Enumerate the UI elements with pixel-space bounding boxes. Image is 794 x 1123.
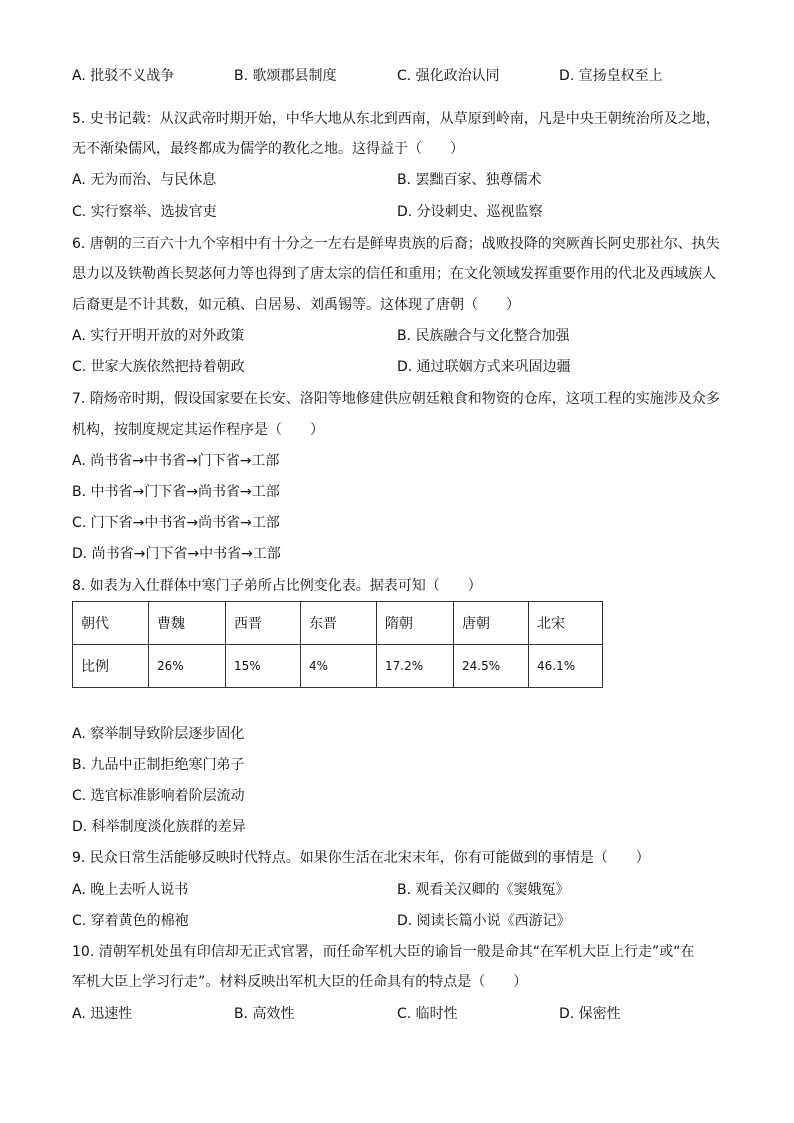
q8-header-cell: 北宋 <box>529 602 603 645</box>
q7-option-c: C. 门下省→中书省→尚书省→工部 <box>72 515 280 531</box>
q8-option-c: C. 选官标准影响着阶层流动 <box>72 788 245 804</box>
q7-stem-line-2: 机构，按制度规定其运作程序是（ ） <box>72 422 324 438</box>
q9-options-row-1 <box>72 880 732 900</box>
q6-option-b: B. 民族融合与文化整合加强 <box>397 328 570 344</box>
q8-option-b: B. 九品中正制拒绝寒门弟子 <box>72 757 245 773</box>
q10-option-a: A. 迅速性 <box>72 1006 133 1022</box>
q9-option-d: D. 阅读长篇小说《西游记》 <box>397 913 571 929</box>
q8-header-cell: 曹魏 <box>149 602 226 645</box>
q6-stem-line-3: 后裔更是不计其数，如元稹、白居易、刘禹锡等。这体现了唐朝（ ） <box>72 297 520 313</box>
q10-option-c: C. 临时性 <box>397 1006 458 1022</box>
q6-stem-line-1: 6. 唐朝的三百六十九个宰相中有十分之一左右是鲜卑贵族的后裔；战败投降的突厥酋长阿史那社尔、执失 <box>72 236 720 252</box>
q8-value-cell: 15% <box>226 645 301 688</box>
q5-options-row-2 <box>72 202 732 222</box>
q9-stem: 9. 民众日常生活能够反映时代特点。如果你生活在北宋末年，你有可能做到的事情是（ ） <box>72 850 650 866</box>
q8-table-value-row <box>73 645 603 688</box>
q9-option-b: B. 观看关汉卿的《窦娥冤》 <box>397 882 570 898</box>
q7-stem-line-1: 7. 隋炀帝时期，假设国家要在长安、洛阳等地修建供应朝廷粮食和物资的仓库，这项工程的实施涉及众多 <box>72 391 720 407</box>
q8-option-d: D. 科举制度淡化族群的差异 <box>72 819 246 835</box>
q10-options <box>72 1004 732 1024</box>
q4-option-d: D. 宣扬皇权至上 <box>559 68 663 84</box>
q4-options <box>72 66 732 86</box>
q7-option-a: A. 尚书省→中书省→门下省→工部 <box>72 453 280 469</box>
q9-option-a: A. 晚上去听人说书 <box>72 882 189 898</box>
q5-options-row-1 <box>72 170 732 190</box>
q8-value-cell: 4% <box>301 645 377 688</box>
q8-header-cell: 朝代 <box>73 602 149 645</box>
q8-header-cell: 东晋 <box>301 602 377 645</box>
q4-option-b: B. 歌颂郡县制度 <box>234 68 337 84</box>
q5-option-a: A. 无为而治、与民休息 <box>72 172 217 188</box>
q9-option-c: C. 穿着黄色的棉袍 <box>72 913 189 929</box>
q8-value-cell: 17.2% <box>377 645 454 688</box>
q8-table <box>72 601 603 688</box>
q8-value-cell: 46.1% <box>529 645 603 688</box>
q6-options-row-2 <box>72 357 732 377</box>
q4-option-a: A. 批驳不义战争 <box>72 68 175 84</box>
q8-value-cell: 比例 <box>73 645 149 688</box>
q10-option-b: B. 高效性 <box>234 1006 295 1022</box>
q8-header-cell: 隋朝 <box>377 602 454 645</box>
q8-stem: 8. 如表为入仕群体中寒门子弟所占比例变化表。据表可知（ ） <box>72 578 482 594</box>
q10-stem-line-2: 军机大臣上学习行走”。材料反映出军机大臣的任命具有的特点是（ ） <box>72 974 528 990</box>
q6-options-row-1 <box>72 326 732 346</box>
q5-option-d: D. 分设刺史、巡视监察 <box>397 204 543 220</box>
q4-option-c: C. 强化政治认同 <box>397 68 500 84</box>
q8-value-cell: 24.5% <box>454 645 529 688</box>
q7-option-d: D. 尚书省→门下省→中书省→工部 <box>72 546 281 562</box>
q8-header-cell: 唐朝 <box>454 602 529 645</box>
q6-option-c: C. 世家大族依然把持着朝政 <box>72 359 245 375</box>
q6-option-d: D. 通过联姻方式来巩固边疆 <box>397 359 571 375</box>
q10-option-d: D. 保密性 <box>559 1006 621 1022</box>
q6-option-a: A. 实行开明开放的对外政策 <box>72 328 245 344</box>
q8-table-header-row <box>73 602 603 645</box>
q10-stem-line-1: 10. 清朝军机处虽有印信却无正式官署，而任命军机大臣的谕旨一般是命其“在军机大臣上行走”或“在 <box>72 944 695 960</box>
q6-stem-line-2: 思力以及铁勒酋长契苾何力等也得到了唐太宗的信任和重用；在文化领域发挥重要作用的代北及西域族人 <box>72 266 716 282</box>
q5-option-b: B. 罢黜百家、独尊儒术 <box>397 172 542 188</box>
q9-options-row-2 <box>72 911 732 931</box>
q8-option-a: A. 察举制导致阶层逐步固化 <box>72 726 245 742</box>
q7-option-b: B. 中书省→门下省→尚书省→工部 <box>72 484 280 500</box>
q8-header-cell: 西晋 <box>226 602 301 645</box>
q5-stem-line-2: 无不渐染儒风，最终都成为儒学的教化之地。这得益于（ ） <box>72 141 464 157</box>
q5-option-c: C. 实行察举、选拔官吏 <box>72 204 217 220</box>
q5-stem-line-1: 5. 史书记载：从汉武帝时期开始，中华大地从东北到西南，从草原到岭南，凡是中央王朝统治所及之地， <box>72 111 720 127</box>
q8-value-cell: 26% <box>149 645 226 688</box>
